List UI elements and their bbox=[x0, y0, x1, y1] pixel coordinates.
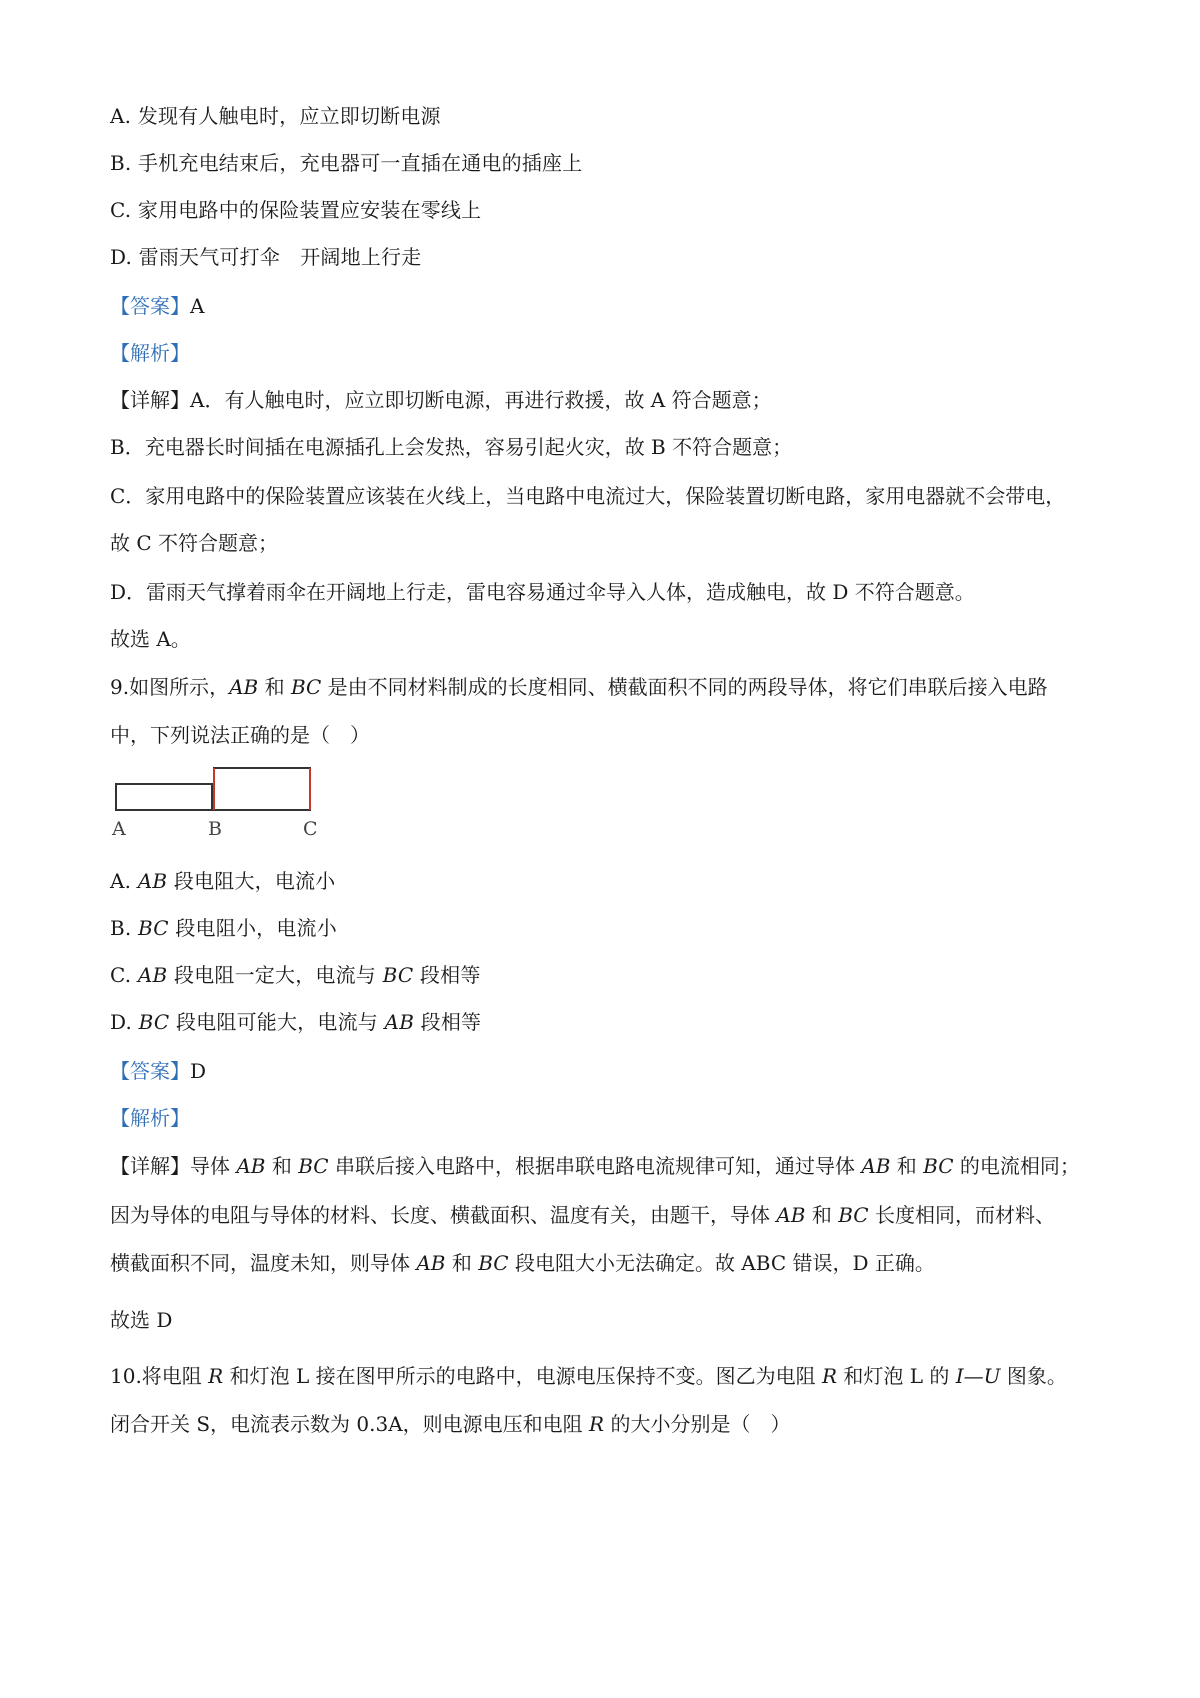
detail-text: 和 bbox=[445, 1251, 479, 1275]
detail-text: A．有人触电时，应立即切断电源，再进行救援，故 A 符合题意； bbox=[190, 388, 772, 412]
q9-analysis-tag: 【解析】 bbox=[110, 1106, 190, 1130]
var-iu: I—U bbox=[955, 1364, 1001, 1388]
q8-answer bbox=[110, 292, 204, 320]
q8-conclusion: 故选 A。 bbox=[110, 627, 191, 651]
detail-text: 和 bbox=[890, 1154, 924, 1178]
var: BC bbox=[382, 963, 414, 987]
option-prefix: A. bbox=[110, 869, 138, 893]
detail-text: 因为导体的电阻与导体的材料、长度、横截面积、温度有关，由题干，导体 bbox=[110, 1203, 777, 1227]
var-bc: BC bbox=[290, 675, 322, 699]
label-a: A bbox=[112, 818, 126, 840]
q8-detail-d: D．雷雨天气撑着雨伞在开阔地上行走，雷电容易通过伞导入人体，造成触电，故 D 不符合题意。 bbox=[110, 580, 975, 604]
option-prefix: B. bbox=[110, 916, 139, 940]
var: AB bbox=[416, 1251, 446, 1275]
conductor-bc bbox=[214, 768, 310, 810]
answer-value: D bbox=[190, 1059, 207, 1083]
option-text: 段电阻一定大，电流与 bbox=[167, 963, 383, 987]
q8-detail-a bbox=[110, 386, 772, 414]
detail-tag: 【详解】 bbox=[110, 388, 190, 412]
option-prefix: D. bbox=[110, 1010, 139, 1034]
var: BC bbox=[478, 1251, 509, 1275]
q8-option-c: C. 家用电路中的保险装置应安装在零线上 bbox=[110, 198, 482, 222]
q9-option-a bbox=[110, 867, 335, 895]
q9-detail-line3 bbox=[110, 1249, 935, 1277]
q9-detail-line2 bbox=[110, 1201, 1055, 1229]
q8-analysis-tag: 【解析】 bbox=[110, 341, 190, 365]
stem-text: 和灯泡 L 接在图甲所示的电路中，电源电压保持不变。图乙为电阻 bbox=[223, 1364, 822, 1388]
option-text: 段电阻大，电流小 bbox=[167, 869, 336, 893]
var: AB bbox=[776, 1203, 806, 1227]
q9-answer bbox=[110, 1057, 206, 1085]
var-r: R bbox=[589, 1412, 605, 1436]
detail-text: 段电阻大小无法确定。故 ABC 错误，D 正确。 bbox=[508, 1251, 935, 1275]
q9-conclusion: 故选 D bbox=[110, 1308, 173, 1332]
stem-text: 和 bbox=[258, 675, 291, 699]
q9-stem-line2: 中，下列说法正确的是（ ） bbox=[110, 723, 370, 747]
q8-option-d: D. 雷雨天气可打伞 开阔地上行走 bbox=[110, 245, 422, 269]
var: BC bbox=[138, 916, 169, 940]
stem-text: 10.将电阻 bbox=[110, 1364, 209, 1388]
option-text: 段相等 bbox=[413, 963, 481, 987]
label-c: C bbox=[303, 818, 318, 840]
var: BC bbox=[838, 1203, 869, 1227]
q9-option-d bbox=[110, 1008, 481, 1036]
q8-detail-b: B．充电器长时间插在电源插孔上会发热，容易引起火灾，故 B 不符合题意； bbox=[110, 435, 793, 459]
var-r: R bbox=[208, 1364, 224, 1388]
q8-option-b: B. 手机充电结束后，充电器可一直插在通电的插座上 bbox=[110, 151, 583, 175]
detail-text: 的电流相同； bbox=[953, 1154, 1080, 1178]
stem-text: 和灯泡 L 的 bbox=[837, 1364, 956, 1388]
stem-text: 的大小分别是（ ） bbox=[604, 1412, 791, 1436]
q10-stem-line1 bbox=[110, 1362, 1067, 1390]
detail-tag: 【详解】 bbox=[110, 1154, 190, 1178]
conductor-diagram bbox=[110, 760, 330, 820]
option-text: 段电阻小，电流小 bbox=[168, 916, 337, 940]
answer-tag: 【答案】 bbox=[110, 1059, 190, 1083]
detail-text: 导体 bbox=[190, 1154, 237, 1178]
stem-text: 图象。 bbox=[1000, 1364, 1067, 1388]
detail-text: 长度相同，而材料、 bbox=[868, 1203, 1055, 1227]
q9-stem-line1 bbox=[110, 673, 1048, 701]
q9-detail-line1 bbox=[110, 1152, 1080, 1180]
var: BC bbox=[298, 1154, 329, 1178]
conductor-figure bbox=[110, 760, 330, 840]
stem-text: 闭合开关 S，电流表示数为 0.3A，则电源电压和电阻 bbox=[110, 1412, 590, 1436]
var-ab: AB bbox=[229, 675, 259, 699]
label-b: B bbox=[208, 818, 222, 840]
answer-tag: 【答案】 bbox=[110, 294, 190, 318]
var: AB bbox=[861, 1154, 891, 1178]
conductor-ab bbox=[116, 784, 212, 810]
q9-option-b bbox=[110, 914, 337, 942]
detail-text: 和 bbox=[805, 1203, 839, 1227]
stem-text: 是由不同材料制成的长度相同、横截面积不同的两段导体，将它们串联后接入电路 bbox=[321, 675, 1048, 699]
var: AB bbox=[137, 963, 168, 987]
q10-stem-line2 bbox=[110, 1410, 790, 1438]
option-text: 段电阻可能大，电流与 bbox=[169, 1010, 385, 1034]
option-prefix: C. bbox=[110, 963, 138, 987]
detail-text: 串联后接入电路中，根据串联电路电流规律可知，通过导体 bbox=[328, 1154, 862, 1178]
q9-option-c bbox=[110, 961, 481, 989]
q8-detail-c: C．家用电路中的保险装置应该装在火线上，当电路中电流过大，保险装置切断电路，家用电器就不会带电， bbox=[110, 484, 1066, 508]
var-r: R bbox=[821, 1364, 838, 1388]
var: AB bbox=[236, 1154, 266, 1178]
detail-text: 和 bbox=[265, 1154, 299, 1178]
stem-text: 9.如图所示， bbox=[110, 675, 230, 699]
detail-text: 横截面积不同，温度未知，则导体 bbox=[110, 1251, 417, 1275]
var: AB bbox=[384, 1010, 415, 1034]
q8-detail-c-cont: 故 C 不符合题意； bbox=[110, 531, 279, 555]
var: AB bbox=[137, 869, 168, 893]
var: BC bbox=[138, 1010, 170, 1034]
answer-value: A bbox=[190, 294, 205, 318]
q8-option-a: A. 发现有人触电时，应立即切断电源 bbox=[110, 104, 441, 128]
option-text: 段相等 bbox=[414, 1010, 482, 1034]
var: BC bbox=[923, 1154, 954, 1178]
